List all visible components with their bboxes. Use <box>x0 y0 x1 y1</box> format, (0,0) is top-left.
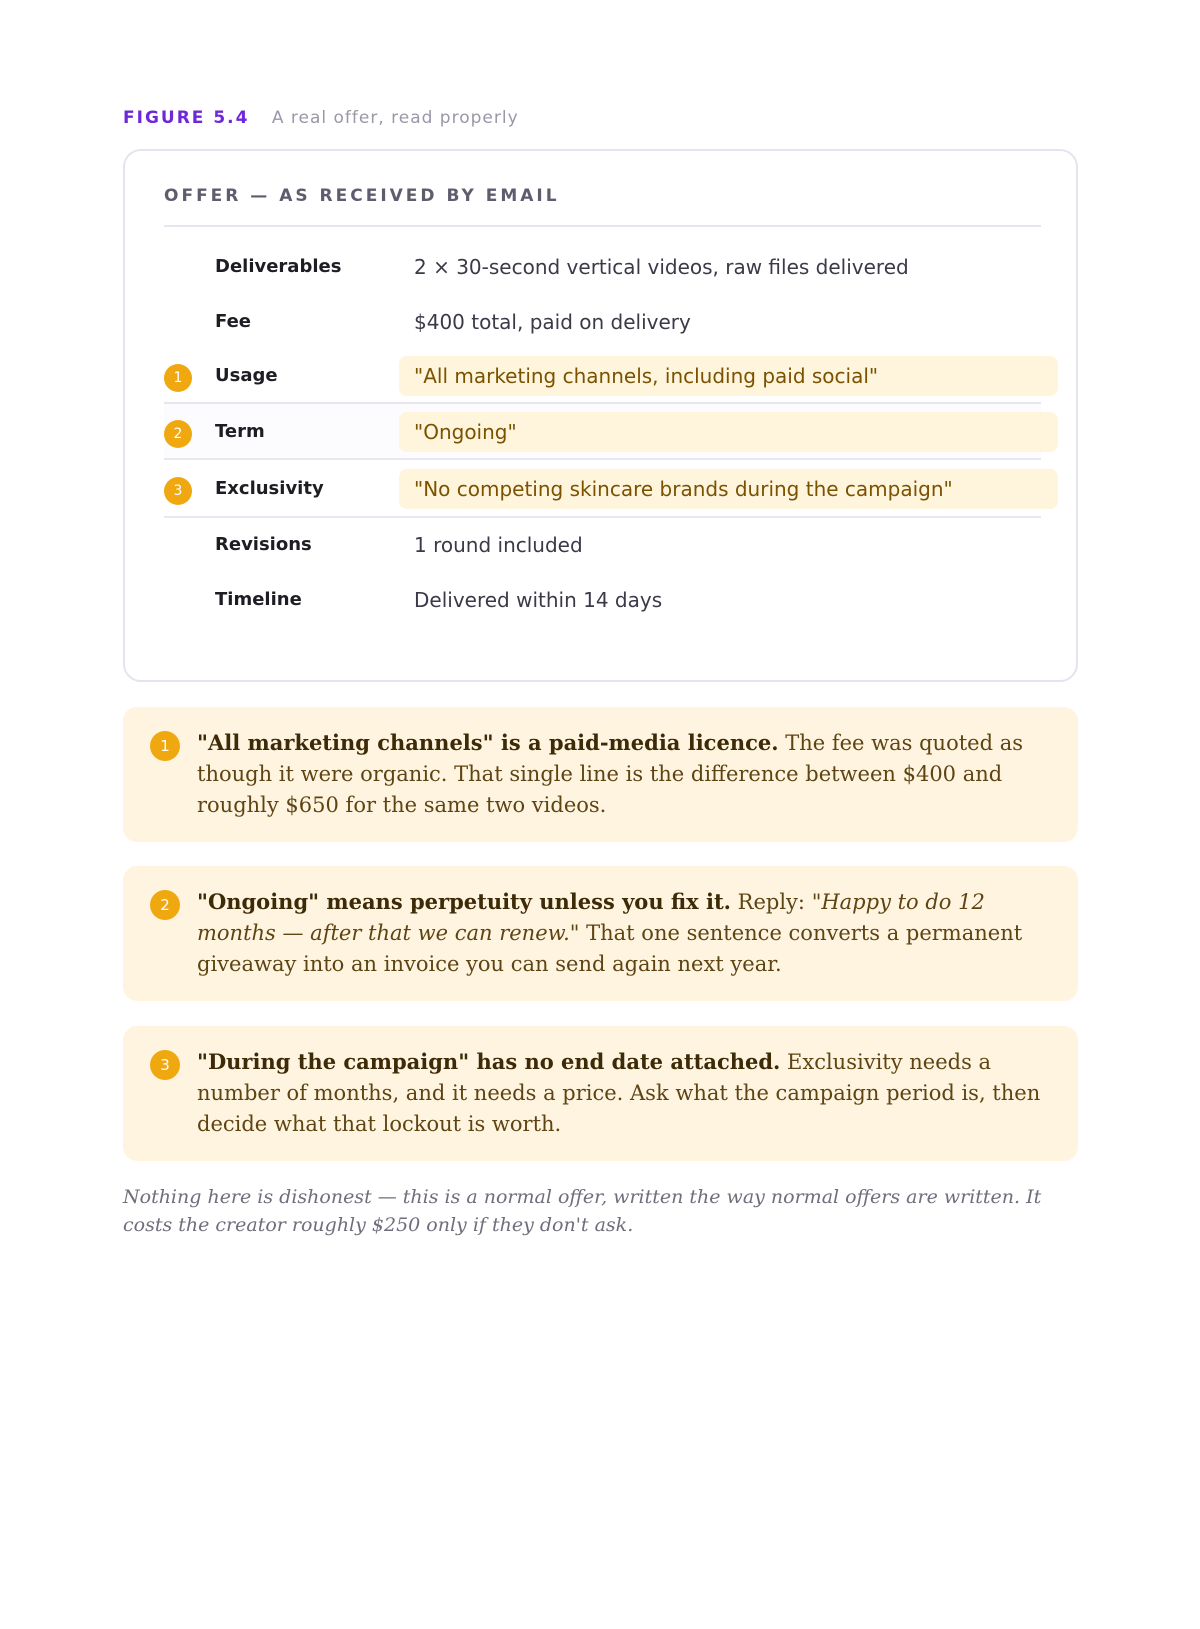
callout-lead: "Ongoing" means perpetuity unless you fix it. <box>197 889 731 914</box>
callout-text <box>197 886 1047 980</box>
offer-row-usage <box>164 356 1058 396</box>
row-value-highlighted: "Ongoing" <box>399 412 1058 452</box>
figure-footnote: Nothing here is dishonest — this is a normal offer, written the way normal offers are written. It costs the creator roughly $250 only if they don't ask. <box>123 1186 1042 1236</box>
row-divider <box>164 458 1041 460</box>
offer-row-exclusivity <box>164 469 1058 509</box>
row-label: Timeline <box>215 589 302 610</box>
row-value-highlighted: "All marketing channels, including paid social" <box>399 356 1058 396</box>
callout-body-prefix: Reply: <box>730 890 812 914</box>
offer-row-term <box>164 412 1058 452</box>
callout-number-badge: 1 <box>150 731 180 761</box>
callout-quote: "Happy to do 12 months — after that we can renew." <box>197 890 985 945</box>
row-value: Delivered within 14 days <box>414 588 663 612</box>
row-divider <box>164 402 1041 404</box>
callout-body: That one sentence converts a permanent giveaway into an invoice you can send again next year. <box>197 921 1023 976</box>
callout-note-usage <box>123 707 1078 842</box>
figure-label: FIGURE 5.4 <box>123 108 250 128</box>
row-value: 1 round included <box>414 533 583 557</box>
offer-row-timeline <box>164 580 1058 620</box>
callout-text <box>197 727 1047 821</box>
callout-number-badge: 2 <box>164 420 192 448</box>
row-value-highlighted: "No competing skincare brands during the campaign" <box>399 469 1058 509</box>
callout-number-badge: 3 <box>150 1050 180 1080</box>
callout-body: Exclusivity needs a number of months, and it needs a price. Ask what the campaign period is, then decide what that lockout is worth. <box>197 1050 1041 1136</box>
callout-note-term <box>123 866 1078 1001</box>
callout-lead: "All marketing channels" is a paid-media licence. <box>197 730 779 755</box>
offer-heading: OFFER — AS RECEIVED BY EMAIL <box>164 186 560 206</box>
row-label: Fee <box>215 311 251 332</box>
row-value: 2 × 30-second vertical videos, raw files delivered <box>414 255 909 279</box>
figure-title: A real offer, read properly <box>271 108 519 128</box>
callout-number-badge: 3 <box>164 477 192 505</box>
offer-card <box>123 149 1078 682</box>
callout-number-badge: 2 <box>150 890 180 920</box>
row-label: Term <box>215 421 265 442</box>
figure-caption <box>123 108 519 128</box>
offer-row-revisions <box>164 525 1058 565</box>
row-label: Exclusivity <box>215 478 324 499</box>
offer-row-fee <box>164 302 1058 342</box>
row-label: Deliverables <box>215 256 342 277</box>
row-label: Usage <box>215 365 278 386</box>
callout-text <box>197 1046 1047 1140</box>
callout-body: The fee was quoted as though it were organic. That single line is the difference between $400 and roughly $650 for the same two videos. <box>197 731 1023 817</box>
row-label: Revisions <box>215 534 312 555</box>
callout-number-badge: 1 <box>164 364 192 392</box>
row-value: $400 total, paid on delivery <box>414 310 691 334</box>
callout-note-exclusivity <box>123 1026 1078 1161</box>
offer-heading-divider <box>164 225 1041 227</box>
row-divider <box>164 516 1041 518</box>
offer-row-deliverables <box>164 247 1058 287</box>
callout-lead: "During the campaign" has no end date attached. <box>197 1049 781 1074</box>
